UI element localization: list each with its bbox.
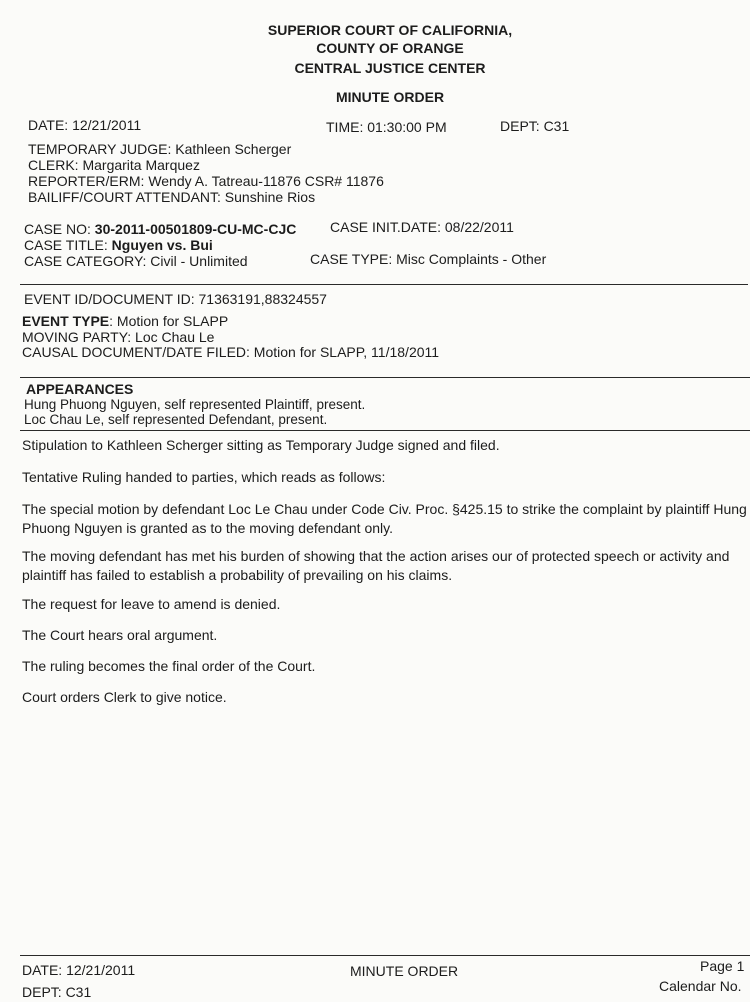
body-paragraph: Stipulation to Kathleen Scherger sitting as Temporary Judge signed and filed. [22,437,500,453]
event-type-label: EVENT TYPE [22,313,110,329]
case-number-value: 30-2011-00501809-CU-MC-CJC [94,221,297,237]
case-number-label: CASE NO: [24,221,95,237]
body-paragraph: Court orders Clerk to give notice. [22,689,227,705]
case-title-value: Nguyen vs. Bui [111,237,213,253]
body-paragraph: The moving defendant has met his burden of showing that the action arises our of protected speech or activity and plaintiff has failed to establish a probability of prevailing on his claims. [22,548,730,583]
footer-date: DATE: 12/21/2011 [22,962,136,978]
reporter: REPORTER/ERM: Wendy A. Tatreau-11876 CSR# 11876 [28,173,384,189]
bailiff: BAILIFF/COURT ATTENDANT: Sunshine Rios [28,189,316,205]
case-type: CASE TYPE: Misc Complaints - Other [310,251,547,267]
divider [20,284,748,285]
case-title-label: CASE TITLE: [24,237,112,253]
court-name: SUPERIOR COURT OF CALIFORNIA, [267,22,513,38]
clerk: CLERK: Margarita Marquez [28,157,200,173]
page-number: Page 1 [700,958,745,974]
footer-dept: DEPT: C31 [22,984,92,1000]
county-name: COUNTY OF ORANGE [316,40,464,56]
session-time: TIME: 01:30:00 PM [326,119,447,135]
case-number [24,221,296,237]
body-paragraph: The special motion by defendant Loc Le Chau under Code Civ. Proc. §425.15 to strike the complaint by plaintiff Hung Phuong Nguyen is granted as to the moving defendant only. [22,501,747,536]
temporary-judge: TEMPORARY JUDGE: Kathleen Scherger [28,141,292,157]
body-paragraph: The ruling becomes the final order of the Court. [22,658,316,674]
body-paragraph: The Court hears oral argument. [22,627,218,643]
appearance-line: Hung Phuong Nguyen, self represented Plaintiff, present. [24,397,366,412]
event-type [22,313,228,329]
footer-divider [20,955,750,956]
event-type-value: : Motion for SLAPP [109,313,229,329]
divider [20,430,750,431]
case-title [24,237,213,253]
appearances-heading: APPEARANCES [26,381,134,397]
appearance-line: Loc Chau Le, self represented Defendant, present. [24,412,328,427]
session-date: DATE: 12/21/2011 [28,117,142,133]
case-category: CASE CATEGORY: Civil - Unlimited [24,253,248,269]
document-title: MINUTE ORDER [335,89,445,105]
body-paragraph: The request for leave to amend is denied. [22,596,281,612]
divider [20,377,750,378]
causal-document: CAUSAL DOCUMENT/DATE FILED: Motion for SLAPP, 11/18/2011 [22,344,440,360]
event-document-id: EVENT ID/DOCUMENT ID: 71363191,88324557 [24,291,327,307]
body-paragraph: Tentative Ruling handed to parties, which reads as follows: [22,469,386,485]
session-dept: DEPT: C31 [500,118,570,134]
justice-center: CENTRAL JUSTICE CENTER [294,60,486,76]
footer-title: MINUTE ORDER [350,963,459,979]
calendar-number: Calendar No. [659,978,742,994]
moving-party: MOVING PARTY: Loc Chau Le [22,329,215,345]
case-init-date: CASE INIT.DATE: 08/22/2011 [330,219,514,235]
